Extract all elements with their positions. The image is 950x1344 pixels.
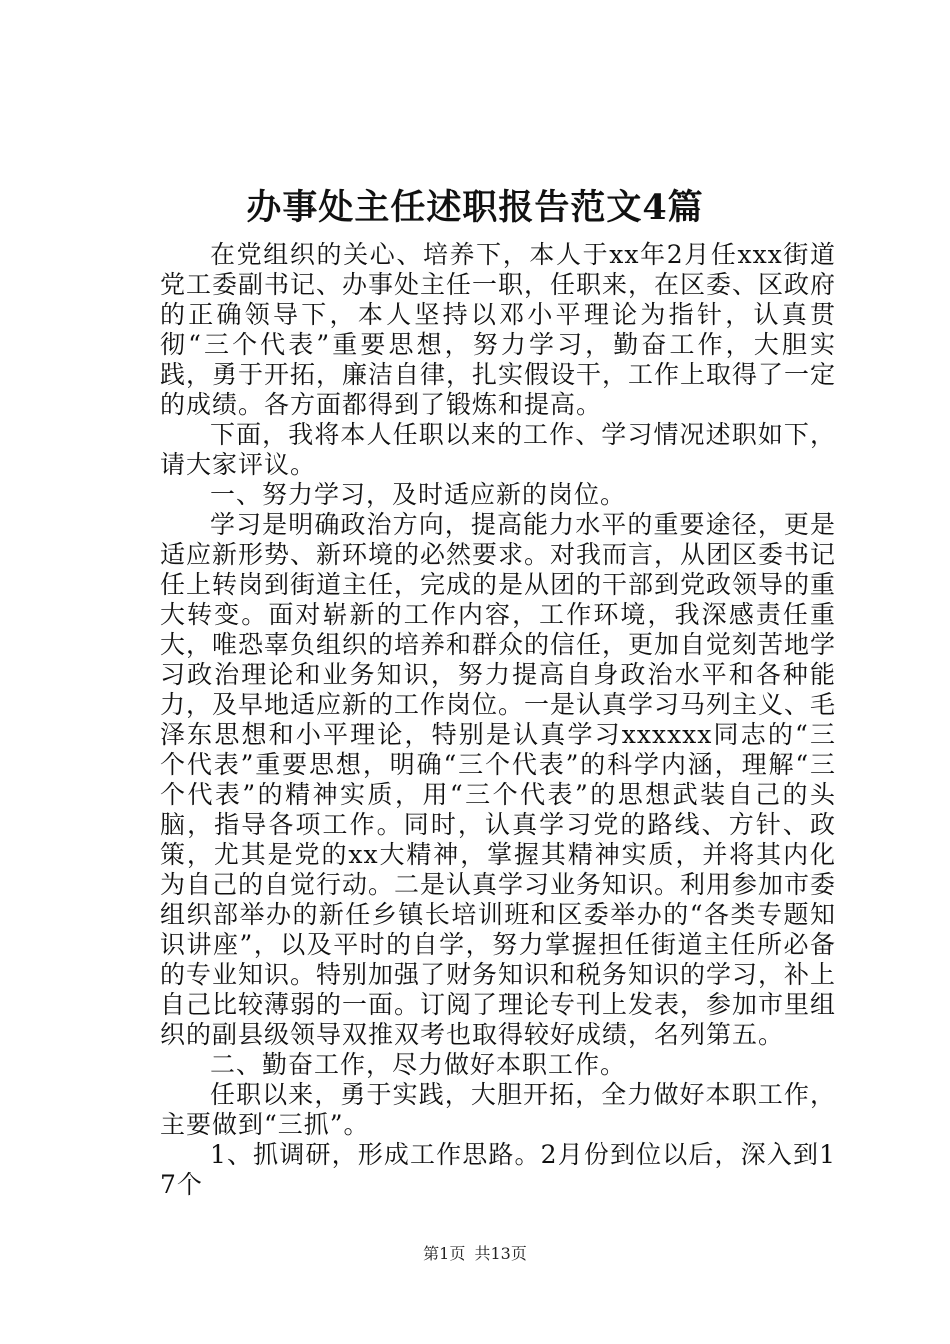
paragraph: 下面，我将本人任职以来的工作、学习情况述职如下，请大家评议。 [160, 420, 836, 479]
document-body [160, 240, 836, 1200]
section-heading: 二、勤奋工作，尽力做好本职工作。 [210, 1050, 627, 1079]
section-heading: 一、努力学习，及时适应新的岗位。 [210, 480, 627, 509]
paragraph: 学习是明确政治方向，提高能力水平的重要途径，更是适应新形势、新环境的必然要求。对我而言，从团区委书记任上转岗到街道主任，完成的是从团的干部到党政领导的重大转变。面对崭新的工作内容，工作环境，我深感责任重大，唯恐辜负组织的培养和群众的信任，更加自觉刻苦地学习政治理论和业务知识，努力提高自身政治水平和各种能力，及早地适应新的工作岗位。一是认真学习马列主义、毛泽东思想和小平理论，特别是认真学习xxxxxx同志的“三个代表”重要思想，明确“三个代表”的科学内涵，理解“三个代表”的精神实质，用“三个代表”的思想武装自己的头脑，指导各项工作。同时，认真学习党的路线、方针、政策，尤其是党的xx大精神，掌握其精神实质，并将其内化为自己的自觉行动。二是认真学习业务知识。利用参加市委组织部举办的新任乡镇长培训班和区委举办的“各类专题知识讲座”，以及平时的自学，努力掌握担任街道主任所必备的专业知识。特别加强了财务知识和税务知识的学习，补上自己比较薄弱的一面。订阅了理论专刊上发表，参加市里组织的副县级领导双推双考也取得较好成绩，名列第五。 [160, 510, 837, 1049]
paragraph: 任职以来，勇于实践，大胆开拓，全力做好本职工作，主要做到“三抓”。 [160, 1080, 836, 1139]
page-number: 第1页 [423, 1244, 466, 1263]
paragraph: 在党组织的关心、培养下，本人于xx年2月任xxx街道党工委副书记、办事处主任一职，任职来，在区委、区政府的正确领导下，本人坚持以邓小平理论为指针，认真贯彻“三个代表”重要思想，努力学习，勤奋工作，大胆实践，勇于开拓，廉洁自律，扎实假设干，工作上取得了一定的成绩。各方面都得到了锻炼和提高。 [160, 240, 837, 419]
document-title: 办事处主任述职报告范文4篇 [246, 187, 704, 228]
paragraph: 1、抓调研，形成工作思路。2月份到位以后，深入到17个 [160, 1140, 836, 1199]
page-total: 共13页 [474, 1244, 527, 1263]
page-footer [0, 1244, 950, 1264]
